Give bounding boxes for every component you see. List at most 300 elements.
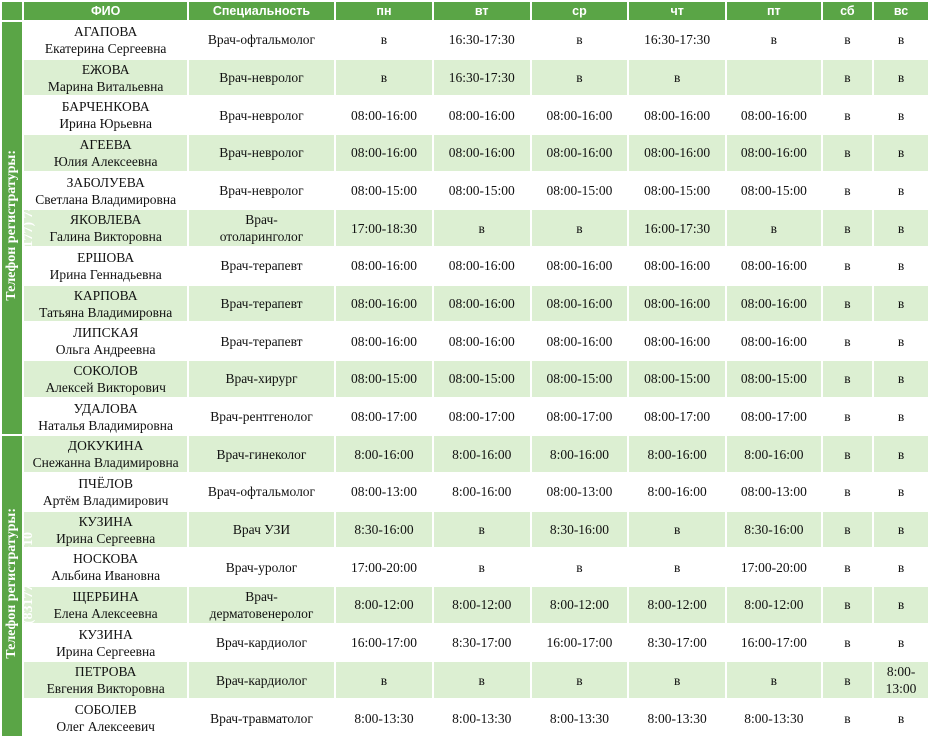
schedule-cell-mon xyxy=(336,549,432,585)
schedule-cell-mon xyxy=(336,248,432,284)
schedule-hours: 08:00-16:00 xyxy=(546,333,613,349)
registry-phone-label xyxy=(2,22,36,434)
doctor-specialty-cell xyxy=(189,22,334,58)
schedule-cell-wed xyxy=(532,210,628,246)
schedule-hours: 8:00- xyxy=(886,664,916,680)
schedule-cell-fri xyxy=(727,323,821,359)
schedule-cell-fri xyxy=(727,399,821,435)
schedule-hours: 08:00-16:00 xyxy=(546,296,613,312)
schedule-hours: в xyxy=(844,107,851,123)
doctor-specialty: Врач-кардиолог xyxy=(215,635,308,651)
schedule-cell-tue xyxy=(434,135,530,171)
schedule-hours: в xyxy=(897,710,905,726)
doctor-specialty: отоларинголог xyxy=(219,229,304,245)
schedule-hours: в xyxy=(844,522,851,538)
doctor-surname: ДОКУКИНА xyxy=(67,438,144,454)
schedule-cell-thu xyxy=(629,700,725,736)
doctor-surname: СОКОЛОВ xyxy=(73,362,138,378)
schedule-cell-sun xyxy=(874,662,928,698)
schedule-cell-thu xyxy=(629,135,725,171)
schedule-cell-tue xyxy=(434,248,530,284)
schedule-cell-mon xyxy=(336,60,432,96)
schedule-cell-tue xyxy=(434,60,530,96)
schedule-cell-sat xyxy=(823,248,872,284)
schedule-cell-sun xyxy=(874,60,928,96)
registry-phone-text xyxy=(3,508,37,659)
doctor-name-cell xyxy=(24,97,186,133)
doctor-given-names: Светлана Владимировна xyxy=(35,191,177,207)
table-row xyxy=(2,625,928,661)
schedule-hours: 8:00-16:00 xyxy=(647,484,707,500)
schedule-hours: 08:00-15:00 xyxy=(546,371,613,387)
schedule-cell-sun xyxy=(874,700,928,736)
schedule-hours: в xyxy=(844,409,851,425)
doctor-specialty-cell xyxy=(189,700,334,736)
doctor-specialty-cell xyxy=(189,286,334,322)
schedule-hours: 08:00-16:00 xyxy=(448,145,515,161)
doctor-specialty: Врач- xyxy=(245,588,278,604)
schedule-cell-thu xyxy=(629,361,725,397)
doctor-specialty-cell xyxy=(189,436,334,472)
schedule-hours: 16:30-17:30 xyxy=(448,32,515,48)
schedule-hours: 08:00-16:00 xyxy=(644,107,711,123)
schedule-cell-sun xyxy=(874,587,928,623)
schedule-cell-sat xyxy=(823,399,872,435)
doctor-given-names: Артём Владимирович xyxy=(42,492,169,508)
schedule-hours: в xyxy=(844,559,851,575)
doctor-specialty-cell xyxy=(189,625,334,661)
schedule-cell-tue xyxy=(434,587,530,623)
schedule-cell-tue xyxy=(434,700,530,736)
doctor-specialty: дерматовенеролог xyxy=(209,605,314,621)
schedule-cell-wed xyxy=(532,549,628,585)
schedule-hours: в xyxy=(673,672,681,688)
schedule-cell-sun xyxy=(874,323,928,359)
schedule-hours: 08:00-15:00 xyxy=(448,371,515,387)
schedule-cell-fri xyxy=(727,248,821,284)
schedule-cell-wed xyxy=(532,700,628,736)
doctor-specialty: Врач УЗИ xyxy=(232,522,291,538)
schedule-hours: 8:00-12:00 xyxy=(647,597,707,613)
schedule-hours: в xyxy=(380,672,388,688)
schedule-cell-fri xyxy=(727,436,821,472)
schedule-body xyxy=(2,22,928,736)
schedule-hours: 08:00-17:00 xyxy=(644,409,711,425)
schedule-cell-wed xyxy=(532,662,628,698)
schedule-hours: в xyxy=(844,597,851,613)
registry-phone-caption: Телефон регистратуры: xyxy=(4,150,19,302)
doctor-specialty-cell xyxy=(189,399,334,435)
schedule-cell-sun xyxy=(874,22,928,58)
schedule-hours: 08:00-16:00 xyxy=(350,145,417,161)
table-row xyxy=(2,248,928,284)
schedule-cell-sat xyxy=(823,210,872,246)
schedule-hours: 8:00-13:30 xyxy=(647,710,707,726)
schedule-cell-thu xyxy=(629,248,725,284)
schedule-cell-wed xyxy=(532,97,628,133)
schedule-hours: в xyxy=(844,484,851,500)
table-row xyxy=(2,97,928,133)
doctor-name-cell xyxy=(24,248,186,284)
doctor-specialty-cell xyxy=(189,323,334,359)
table-row xyxy=(2,286,928,322)
schedule-cell-fri xyxy=(727,662,821,698)
schedule-hours: 08:00-16:00 xyxy=(644,296,711,312)
schedule-cell-wed xyxy=(532,286,628,322)
table-row xyxy=(2,173,928,209)
schedule-cell-sat xyxy=(823,436,872,472)
doctor-name-cell xyxy=(24,361,186,397)
schedule-cell-sun xyxy=(874,173,928,209)
schedule-hours: в xyxy=(897,70,905,85)
schedule-cell-mon xyxy=(336,436,432,472)
schedule-cell-wed xyxy=(532,399,628,435)
schedule-hours: 8:00-16:00 xyxy=(452,484,512,500)
schedule-hours: в xyxy=(576,32,583,48)
schedule-cell-thu xyxy=(629,436,725,472)
schedule-cell-sun xyxy=(874,135,928,171)
schedule-hours: 08:00-16:00 xyxy=(644,333,711,349)
table-row xyxy=(2,549,928,585)
schedule-cell-mon xyxy=(336,474,432,510)
schedule-hours: 8:30-16:00 xyxy=(354,522,414,538)
schedule-hours: в xyxy=(844,710,851,726)
schedule-cell-tue xyxy=(434,625,530,661)
registry-phone-number: 8 (83177) 7-82-10 xyxy=(21,532,36,636)
schedule-cell-thu xyxy=(629,286,725,322)
doctor-name-cell xyxy=(24,286,186,322)
doctor-surname: ЯКОВЛЕВА xyxy=(70,212,142,228)
doctor-given-names: Снежанна Владимировна xyxy=(32,455,179,471)
schedule-cell-thu xyxy=(629,323,725,359)
doctor-specialty: Врач-уролог xyxy=(225,559,298,575)
schedule-hours: в xyxy=(576,672,583,688)
schedule-hours: в xyxy=(673,559,681,575)
schedule-hours: в xyxy=(844,333,851,349)
schedule-cell-wed xyxy=(532,625,628,661)
doctor-given-names: Екатерина Сергеевна xyxy=(44,40,167,56)
schedule-cell-wed xyxy=(532,135,628,171)
schedule-hours: 08:00-13:00 xyxy=(350,484,417,500)
schedule-cell-sun xyxy=(874,97,928,133)
schedule-hours: 17:00-20:00 xyxy=(350,559,417,575)
schedule-hours: 8:00-12:00 xyxy=(452,597,512,613)
schedule-cell-wed xyxy=(532,60,628,96)
schedule-cell-fri xyxy=(727,361,821,397)
schedule-hours: 08:00-16:00 xyxy=(546,107,613,123)
schedule-hours: в xyxy=(897,371,905,387)
schedule-hours: 08:00-16:00 xyxy=(448,296,515,312)
schedule-cell-sat xyxy=(823,700,872,736)
schedule-cell-thu xyxy=(629,173,725,209)
schedule-hours: 8:00-12:00 xyxy=(549,597,610,613)
schedule-cell-mon xyxy=(336,97,432,133)
schedule-cell-tue xyxy=(434,323,530,359)
schedule-hours: 08:00-13:00 xyxy=(740,484,807,500)
doctor-specialty-cell xyxy=(189,135,334,171)
doctor-given-names: Наталья Владимировна xyxy=(38,417,174,433)
schedule-cell-tue xyxy=(434,662,530,698)
table-row xyxy=(2,512,928,548)
schedule-hours: 08:00-16:00 xyxy=(740,258,807,274)
doctor-surname: ЩЕРБИНА xyxy=(72,588,139,604)
schedule-cell-thu xyxy=(629,512,725,548)
doctor-given-names: Евгения Викторовна xyxy=(46,681,165,697)
schedule-hours: в xyxy=(478,220,485,236)
schedule-cell-sun xyxy=(874,210,928,246)
schedule-cell-thu xyxy=(629,474,725,510)
schedule-hours: в xyxy=(844,70,851,85)
schedule-hours: в xyxy=(897,559,905,575)
schedule-hours: в xyxy=(897,183,905,199)
schedule-hours: 08:00-16:00 xyxy=(350,107,417,123)
doctor-given-names: Юлия Алексеевна xyxy=(53,153,158,169)
doctor-specialty-cell xyxy=(189,549,334,585)
schedule-cell-wed xyxy=(532,474,628,510)
header-day-sun: вс xyxy=(874,2,928,20)
doctor-specialty: Врач-хирург xyxy=(225,371,298,387)
doctor-name-cell xyxy=(24,662,186,698)
schedule-hours: 08:00-15:00 xyxy=(546,183,613,199)
schedule-hours: в xyxy=(897,635,905,651)
doctor-surname: БАРЧЕНКОВА xyxy=(61,99,150,115)
schedule-hours: 8:00-12:00 xyxy=(354,597,414,613)
doctor-specialty-cell xyxy=(189,97,334,133)
schedule-hours: 8:00-13:30 xyxy=(452,710,512,726)
schedule-hours: 16:00-17:00 xyxy=(350,635,417,651)
registry-phone-text xyxy=(3,150,37,301)
schedule-hours: в xyxy=(897,220,905,236)
doctor-specialty-cell xyxy=(189,210,334,246)
schedule-cell-mon xyxy=(336,286,432,322)
schedule-cell-sun xyxy=(874,248,928,284)
doctor-given-names: Галина Викторовна xyxy=(49,229,162,245)
schedule-cell-tue xyxy=(434,97,530,133)
schedule-hours: 13:00 xyxy=(885,681,917,697)
schedule-cell-mon xyxy=(336,399,432,435)
schedule-hours: в xyxy=(844,145,851,161)
schedule-hours: 08:00-16:00 xyxy=(350,296,417,312)
schedule-cell-fri xyxy=(727,173,821,209)
table-row xyxy=(2,436,928,472)
doctor-specialty-cell xyxy=(189,512,334,548)
schedule-cell-tue xyxy=(434,210,530,246)
schedule-cell-thu xyxy=(629,587,725,623)
schedule-hours: 08:00-16:00 xyxy=(448,258,515,274)
doctor-name-cell xyxy=(24,587,186,623)
schedule-hours: 16:00-17:00 xyxy=(740,635,807,651)
schedule-cell-sun xyxy=(874,625,928,661)
table-row xyxy=(2,323,928,359)
schedule-cell-sat xyxy=(823,662,872,698)
schedule-cell-tue xyxy=(434,22,530,58)
schedule-cell-tue xyxy=(434,399,530,435)
doctor-surname: ПЕТРОВА xyxy=(74,664,137,680)
doctor-surname: КАРПОВА xyxy=(73,287,138,303)
schedule-hours: в xyxy=(673,70,681,85)
header-corner xyxy=(2,2,22,20)
doctor-surname: НОСКОВА xyxy=(73,551,139,567)
doctor-surname: АГЕЕВА xyxy=(79,136,132,152)
schedule-cell-fri xyxy=(727,97,821,133)
doctor-specialty: Врач-офтальмолог xyxy=(207,32,316,48)
doctor-name-cell xyxy=(24,173,186,209)
schedule-cell-sat xyxy=(823,173,872,209)
schedule-hours: 08:00-15:00 xyxy=(644,371,711,387)
doctor-given-names: Ирина Геннадьевна xyxy=(49,266,162,282)
schedule-hours: 08:00-15:00 xyxy=(350,183,417,199)
schedule-hours: 8:00-16:00 xyxy=(744,446,804,462)
schedule-cell-sat xyxy=(823,474,872,510)
registry-phone-label xyxy=(2,436,36,736)
doctor-name-cell xyxy=(24,60,186,96)
schedule-hours: 08:00-16:00 xyxy=(644,145,711,161)
doctor-specialty-cell xyxy=(189,361,334,397)
schedule-cell-sat xyxy=(823,97,872,133)
schedule-hours: 08:00-15:00 xyxy=(644,183,711,199)
schedule-hours: в xyxy=(844,183,851,199)
table-row xyxy=(2,399,928,435)
schedule-hours: 08:00-17:00 xyxy=(448,409,515,425)
header-row xyxy=(2,2,928,20)
schedule-cell-tue xyxy=(434,436,530,472)
doctor-given-names: Ольга Андреевна xyxy=(55,342,156,358)
schedule-cell-sat xyxy=(823,286,872,322)
schedule-hours: в xyxy=(897,145,905,161)
schedule-cell-sat xyxy=(823,625,872,661)
schedule-hours: 8:00-12:00 xyxy=(744,597,804,613)
doctor-given-names: Марина Витальевна xyxy=(47,78,164,94)
schedule-cell-wed xyxy=(532,361,628,397)
doctor-given-names: Олег Алексеевич xyxy=(56,719,155,735)
schedule-hours: 08:00-17:00 xyxy=(546,409,613,425)
schedule-cell-sat xyxy=(823,587,872,623)
doctor-specialty: Врач-терапевт xyxy=(220,296,303,312)
schedule-hours: в xyxy=(897,258,905,274)
schedule-hours: 8:00-13:30 xyxy=(744,710,804,726)
schedule-hours: 08:00-16:00 xyxy=(546,258,613,274)
doctor-name-cell xyxy=(24,135,186,171)
schedule-hours: 16:00-17:00 xyxy=(546,635,613,651)
schedule-hours: 8:30-17:00 xyxy=(452,635,512,651)
schedule-hours: 08:00-16:00 xyxy=(644,258,711,274)
doctor-given-names: Ирина Сергеевна xyxy=(56,643,156,659)
schedule-hours: 08:00-16:00 xyxy=(740,145,807,161)
schedule-hours: 8:00-16:00 xyxy=(354,446,414,462)
schedule-cell-fri xyxy=(727,60,821,96)
doctor-name-cell xyxy=(24,22,186,58)
schedule-hours: в xyxy=(576,70,583,85)
doctor-specialty: Врач- xyxy=(245,212,278,228)
doctor-surname: ЛИПСКАЯ xyxy=(72,325,139,341)
doctor-specialty: Врач-терапевт xyxy=(220,333,303,349)
doctor-specialty: Врач-травматолог xyxy=(210,710,313,726)
schedule-cell-mon xyxy=(336,323,432,359)
schedule-cell-mon xyxy=(336,173,432,209)
schedule-hours: в xyxy=(897,107,905,123)
schedule-cell-mon xyxy=(336,135,432,171)
schedule-hours: в xyxy=(478,559,485,575)
schedule-hours: 08:00-16:00 xyxy=(740,333,807,349)
doctor-specialty: Врач-гинеколог xyxy=(216,446,307,462)
registry-phone-caption: Телефон регистратуры: xyxy=(4,508,19,660)
doctor-name-cell xyxy=(24,549,186,585)
schedule-hours: 8:00-16:00 xyxy=(452,446,512,462)
doctor-name-cell xyxy=(24,512,186,548)
schedule-hours: 08:00-16:00 xyxy=(740,107,807,123)
schedule-hours: в xyxy=(844,258,851,274)
schedule-cell-sat xyxy=(823,361,872,397)
schedule-cell-sun xyxy=(874,474,928,510)
doctor-specialty-cell xyxy=(189,60,334,96)
schedule-cell-thu xyxy=(629,662,725,698)
schedule-cell-tue xyxy=(434,361,530,397)
schedule-hours: в xyxy=(673,522,681,538)
schedule-hours: 08:00-16:00 xyxy=(740,296,807,312)
schedule-cell-thu xyxy=(629,399,725,435)
schedule-hours: в xyxy=(844,672,851,688)
doctor-given-names: Ирина Сергеевна xyxy=(56,530,156,546)
doctor-specialty-cell xyxy=(189,474,334,510)
schedule-hours: 17:00-20:00 xyxy=(740,559,807,575)
schedule-cell-sat xyxy=(823,22,872,58)
header-fio: ФИО xyxy=(24,2,186,20)
doctor-name-cell xyxy=(24,210,186,246)
schedule-cell-fri xyxy=(727,625,821,661)
doctor-name-cell xyxy=(24,700,186,736)
schedule-cell-fri xyxy=(727,22,821,58)
schedule-cell-thu xyxy=(629,625,725,661)
schedule-cell-thu xyxy=(629,22,725,58)
schedule-cell-tue xyxy=(434,286,530,322)
table-row xyxy=(2,587,928,623)
schedule-hours: 8:00-16:00 xyxy=(647,446,707,462)
schedule-cell-mon xyxy=(336,587,432,623)
schedule-cell-tue xyxy=(434,474,530,510)
schedule-cell-wed xyxy=(532,248,628,284)
schedule-cell-tue xyxy=(434,512,530,548)
doctor-specialty: Врач-невролог xyxy=(219,107,304,123)
schedule-hours: 08:00-17:00 xyxy=(350,409,417,425)
schedule-cell-fri xyxy=(727,474,821,510)
schedule-hours: в xyxy=(478,672,485,688)
schedule-hours: 8:30-16:00 xyxy=(549,522,610,538)
doctor-surname: АГАПОВА xyxy=(74,23,138,39)
doctor-given-names: Елена Алексеевна xyxy=(53,605,158,621)
schedule-hours: 8:00-13:30 xyxy=(354,710,414,726)
schedule-hours: в xyxy=(844,296,851,312)
doctor-surname: КУЗИНА xyxy=(78,513,133,529)
schedule-hours: в xyxy=(897,484,905,500)
table-row xyxy=(2,22,928,58)
schedule-cell-thu xyxy=(629,549,725,585)
header-day-wed: ср xyxy=(532,2,628,20)
schedule-cell-fri xyxy=(727,700,821,736)
schedule-cell-fri xyxy=(727,512,821,548)
table-row xyxy=(2,210,928,246)
schedule-cell-sun xyxy=(874,549,928,585)
schedule-cell-sun xyxy=(874,399,928,435)
schedule-cell-sat xyxy=(823,323,872,359)
table-row xyxy=(2,361,928,397)
schedule-hours: 08:00-16:00 xyxy=(546,145,613,161)
schedule-cell-fri xyxy=(727,210,821,246)
doctor-given-names: Татьяна Владимировна xyxy=(39,304,173,320)
schedule-hours: 08:00-15:00 xyxy=(740,183,807,199)
schedule-hours: в xyxy=(478,522,485,538)
doctor-given-names: Алексей Викторович xyxy=(45,379,166,395)
schedule-cell-sun xyxy=(874,512,928,548)
